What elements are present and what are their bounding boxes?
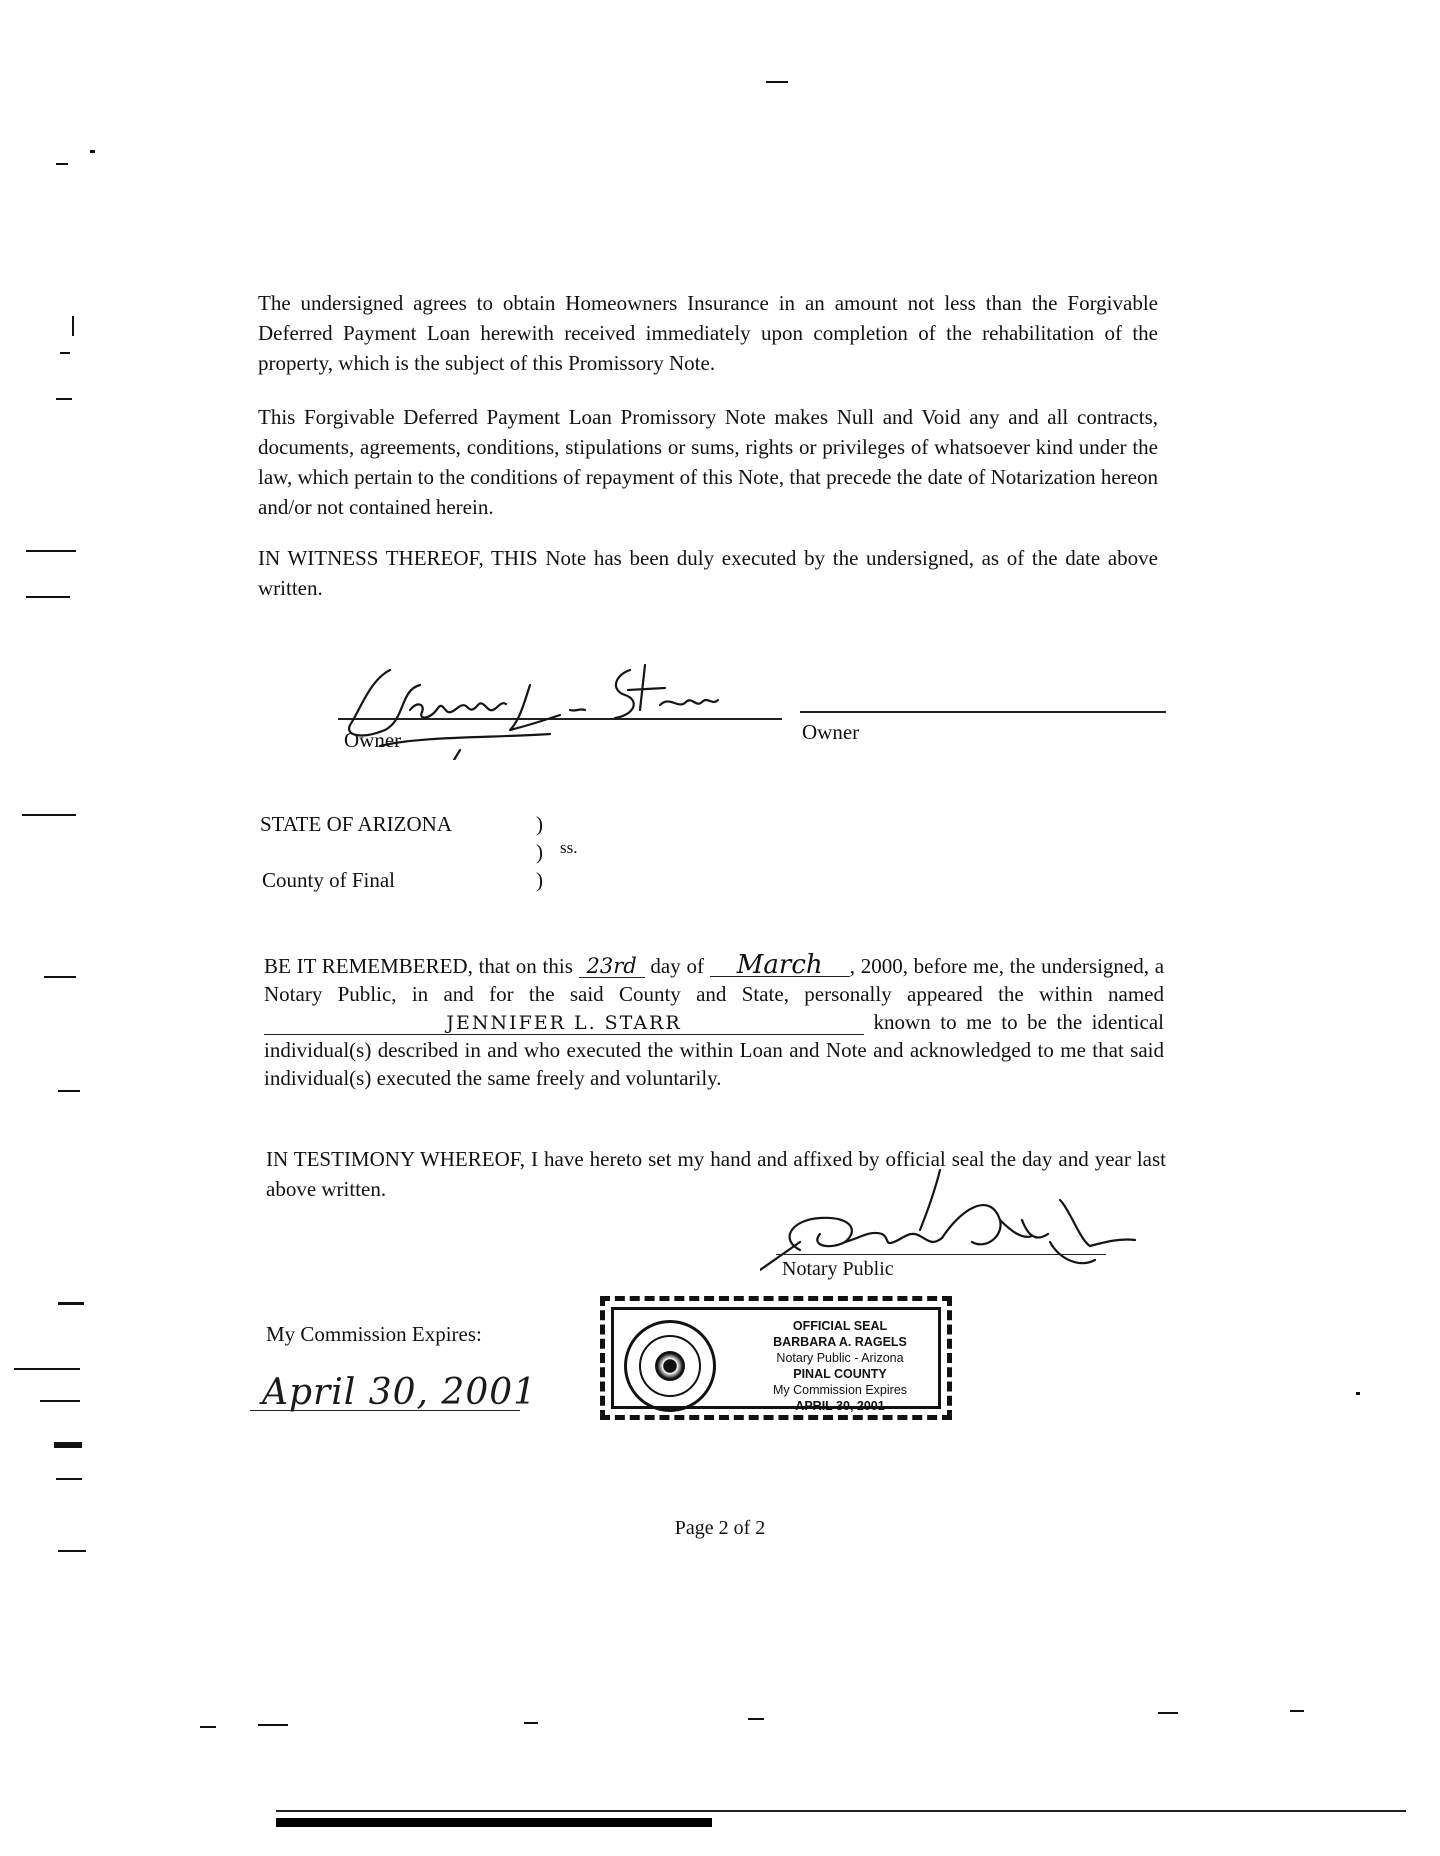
scan-mark xyxy=(22,814,76,816)
state-label: STATE OF ARIZONA xyxy=(260,812,452,836)
ack-part3: , 2000, before me, the undersigned, a Notary Public, in and for the said County and State, personally appeared the within named xyxy=(264,954,1165,1006)
venue-paren-1: ) xyxy=(536,812,543,836)
scan-mark xyxy=(56,163,68,165)
seal-line-1: OFFICIAL SEAL xyxy=(792,1319,888,1333)
commission-expires-label: My Commission Expires: xyxy=(266,1322,482,1346)
scan-mark xyxy=(1158,1712,1178,1714)
owner-signature xyxy=(330,650,750,760)
seal-line-4: PINAL COUNTY xyxy=(793,1367,887,1381)
scan-mark xyxy=(56,1478,82,1480)
notary-signature-line xyxy=(776,1254,1106,1255)
insurance-paragraph: The undersigned agrees to obtain Homeowners Insurance in an amount not less than the Forgivable Deferred Payment Loan herewith received immediately upon completion of the rehabilitation of the property, which is the subject of this Promissory Note. xyxy=(258,291,1158,375)
acknowledgment-paragraph xyxy=(264,952,1164,1092)
owner-label-left: Owner xyxy=(344,728,402,752)
seal-line-3: Notary Public - Arizona xyxy=(776,1351,904,1365)
bottom-scan-line xyxy=(276,1810,1406,1812)
testimony-paragraph: IN TESTIMONY WHEREOF, I have hereto set my hand and affixed by official seal the day and year last above written. xyxy=(266,1147,1166,1201)
official-seal-stamp xyxy=(600,1296,952,1420)
ss-label: ss. xyxy=(560,838,578,857)
scan-mark xyxy=(72,316,74,336)
owner-signature-line-right xyxy=(800,711,1166,713)
scan-mark xyxy=(258,1724,288,1726)
venue-paren-3: ) xyxy=(536,868,543,892)
scan-mark xyxy=(58,1302,84,1305)
venue-paren-2: ) xyxy=(536,840,543,864)
ack-part1: BE IT REMEMBERED, that on this xyxy=(264,954,573,978)
notary-public-label: Notary Public xyxy=(782,1258,894,1280)
null-void-paragraph: This Forgivable Deferred Payment Loan Promissory Note makes Null and Void any and all contracts, documents, agreements, conditions, stipulations or sums, rights or privileges of whatsoever kind under the law, which pertain to the conditions of repayment of this Note, that precede the date of Notarization hereon and/or not contained herein. xyxy=(258,405,1158,519)
ack-name-field: JENNIFER L. STARR xyxy=(264,1012,864,1035)
scan-mark xyxy=(44,976,76,978)
scan-mark xyxy=(14,1368,80,1370)
scan-mark xyxy=(26,596,70,598)
scan-mark xyxy=(1290,1710,1304,1712)
scan-mark xyxy=(26,550,76,552)
owner-label-right: Owner xyxy=(802,720,860,744)
scan-mark xyxy=(56,398,72,400)
scan-mark xyxy=(40,1400,80,1402)
scan-mark xyxy=(766,81,788,83)
scan-mark xyxy=(1356,1392,1360,1395)
county-label: County of Final xyxy=(262,868,396,892)
scan-mark xyxy=(60,352,70,354)
state-seal-emblem xyxy=(624,1320,716,1412)
bottom-scan-bar xyxy=(276,1818,712,1827)
seal-line-2: BARBARA A. RAGELS xyxy=(773,1335,907,1349)
page-number: Page 2 of 2 xyxy=(674,1517,766,1539)
scan-mark xyxy=(524,1722,538,1724)
seal-text-block xyxy=(730,1318,950,1414)
ack-day-field: 23rd xyxy=(579,955,645,978)
ack-month-field: March xyxy=(710,954,850,977)
scan-mark xyxy=(54,1442,82,1448)
scan-mark xyxy=(58,1090,80,1092)
scan-mark xyxy=(58,1550,86,1552)
ack-part4: known to me to be the identical individual(s) described in and who executed the within Loan and Note and acknowledged to me that said individual(s) executed the same freely and voluntarily. xyxy=(264,1010,1164,1090)
scan-mark xyxy=(90,150,95,153)
ack-part2: day of xyxy=(650,954,704,978)
scan-mark xyxy=(200,1726,216,1728)
seal-line-6: APRIL 30, 2001 xyxy=(795,1399,885,1413)
commission-date-line xyxy=(250,1410,520,1411)
seal-line-5: My Commission Expires xyxy=(772,1383,908,1397)
scan-mark xyxy=(748,1718,764,1720)
commission-date-handwritten: April 30, 2001 xyxy=(262,1372,538,1413)
witness-paragraph: IN WITNESS THEREOF, THIS Note has been duly executed by the undersigned, as of the date above written. xyxy=(258,546,1158,600)
